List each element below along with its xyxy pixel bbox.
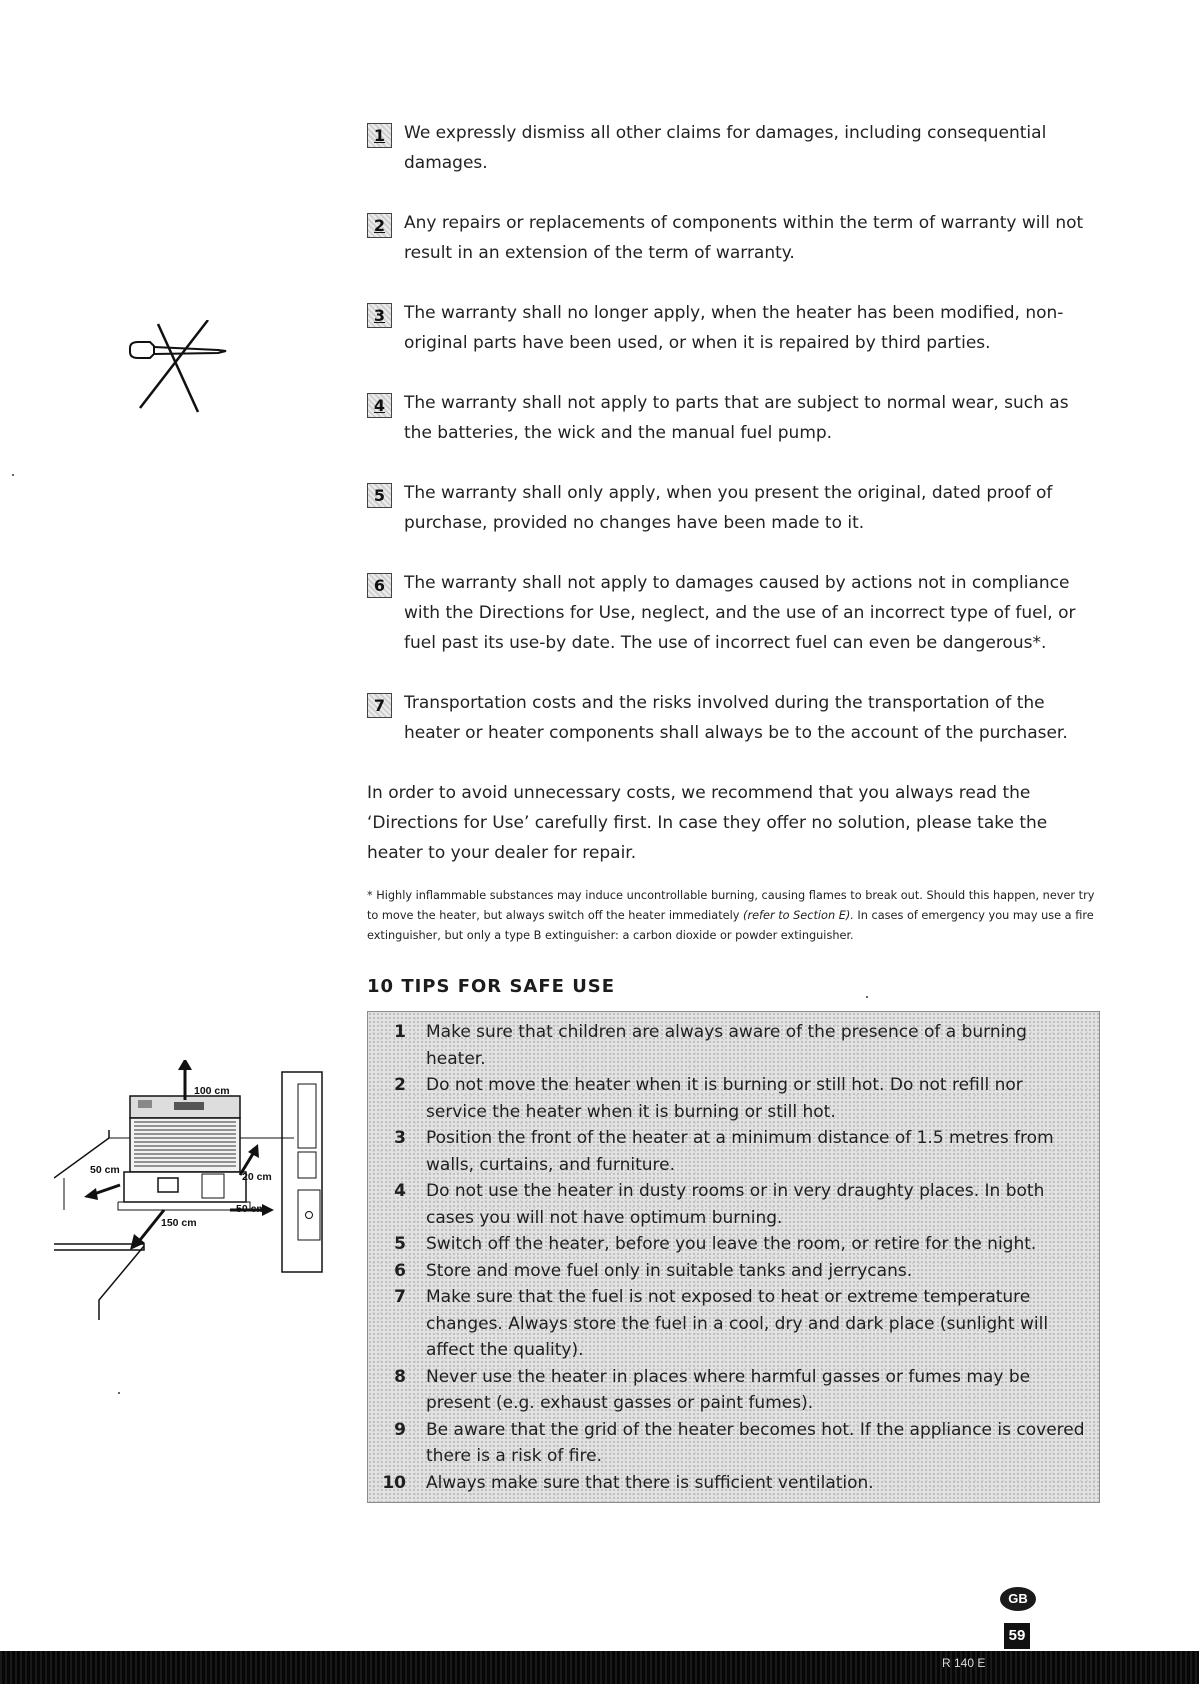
footnote-section-reference: (refer to Section E). xyxy=(743,909,854,922)
warranty-item-3 xyxy=(367,298,1100,358)
clearance-left-label: 50 cm xyxy=(90,1164,120,1176)
tip-number: 1 xyxy=(394,1022,406,1042)
clearance-right-label: 20 cm xyxy=(242,1171,272,1183)
tip-number: 6 xyxy=(394,1260,406,1281)
tip-number: 7 xyxy=(394,1287,406,1307)
tip-number: 2 xyxy=(394,1075,406,1095)
tip-item xyxy=(372,1019,1089,1072)
tip-item xyxy=(372,1178,1089,1231)
clearance-top-label: 100 cm xyxy=(194,1085,230,1097)
clearance-front-label: 150 cm xyxy=(161,1217,197,1229)
warranty-text: Any repairs or replacements of components within the term of warranty will not result in an extension of the term of warranty. xyxy=(404,213,1084,263)
page-number: 59 xyxy=(1004,1623,1030,1649)
item-number-box: 3 xyxy=(367,303,392,328)
tip-item xyxy=(372,1258,1089,1285)
tip-item xyxy=(372,1470,1089,1497)
tip-item xyxy=(372,1231,1089,1258)
footnote xyxy=(367,886,1100,946)
warranty-text: We expressly dismiss all other claims for damages, including consequential damages. xyxy=(404,123,1047,173)
tip-number: 10 xyxy=(382,1472,406,1493)
tip-text: Do not move the heater when it is burning or still hot. Do not refill nor service the heater when it is burning or still hot. xyxy=(426,1075,1023,1122)
warranty-item-4 xyxy=(367,388,1100,448)
warranty-item-7 xyxy=(367,688,1100,748)
warranty-item-5 xyxy=(367,478,1100,538)
item-number-box: 5 xyxy=(367,483,392,508)
tip-text: Switch off the heater, before you leave the room, or retire for the night. xyxy=(426,1234,1037,1254)
tips-heading: 10 TIPS FOR SAFE USE xyxy=(367,976,616,997)
tip-text: Make sure that children are always aware of the presence of a burning heater. xyxy=(426,1022,1027,1069)
tip-item xyxy=(372,1284,1089,1364)
tip-text: Never use the heater in places where harmful gasses or fumes may be present (e.g. exhaust gasses or paint fumes). xyxy=(426,1366,1031,1413)
scan-speck xyxy=(12,474,14,476)
warranty-item-2 xyxy=(367,208,1100,268)
item-number-box: 7 xyxy=(367,693,392,718)
main-content xyxy=(367,118,1100,1503)
scan-speck xyxy=(118,1392,120,1394)
warranty-item-1 xyxy=(367,118,1100,178)
item-number-box: 2 xyxy=(367,213,392,238)
tip-text: Position the front of the heater at a minimum distance of 1.5 metres from walls, curtains, and furniture. xyxy=(426,1128,1054,1175)
tip-text: Be aware that the grid of the heater becomes hot. If the appliance is covered there is a risk of fire. xyxy=(426,1419,1085,1466)
item-number-box: 4 xyxy=(367,393,392,418)
footnote-text-start: * Highly inflammable substances may induce uncontrollable burning, causing flames to break out. Should this happen, never try to move the heater, but always switch off the heater immediately xyxy=(367,889,1095,922)
warranty-text: The warranty shall only apply, when you present the original, dated proof of purchase, provided no changes have been made to it. xyxy=(404,483,1053,533)
tip-number: 4 xyxy=(394,1181,406,1201)
tip-text: Store and move fuel only in suitable tanks and jerrycans. xyxy=(426,1260,913,1281)
tip-item xyxy=(372,1072,1089,1125)
item-number-box: 6 xyxy=(367,573,392,598)
tip-text: Make sure that the fuel is not exposed to heat or extreme temperature changes. Always store the fuel in a cool, dry and dark place (sunlight will affect the quality). xyxy=(426,1287,1049,1360)
clearance-front-right-label: 50 cm xyxy=(236,1203,266,1215)
tip-item xyxy=(372,1364,1089,1417)
tip-text: Do not use the heater in dusty rooms or in very draughty places. In both cases you will not have optimum burning. xyxy=(426,1181,1045,1228)
tip-item xyxy=(372,1125,1089,1178)
tip-number: 8 xyxy=(394,1366,406,1387)
safety-tips-box xyxy=(367,1011,1100,1503)
warranty-item-6 xyxy=(367,568,1100,658)
tip-text: Always make sure that there is sufficient ventilation. xyxy=(426,1472,874,1493)
scan-speck xyxy=(866,996,868,998)
tip-number: 9 xyxy=(394,1419,406,1440)
heater-clearance-diagram xyxy=(54,1060,360,1347)
no-screwdriver-icon xyxy=(128,320,238,415)
item-number-box: 1 xyxy=(367,123,392,148)
warranty-text: The warranty shall no longer apply, when the heater has been modified, non-original parts have been used, or when it is repaired by third parties. xyxy=(404,303,1064,353)
tip-number: 3 xyxy=(394,1128,406,1148)
repair-recommendation: In order to avoid unnecessary costs, we recommend that you always read the ‘Directions for Use’ carefully first. In case they offer no solution, please take the heater to your dealer for repair. xyxy=(367,783,1048,863)
tip-item xyxy=(372,1417,1089,1470)
warranty-text: Transportation costs and the risks involved during the transportation of the heater or heater components shall always be to the account of the purchaser. xyxy=(404,693,1068,743)
language-badge: GB xyxy=(1000,1587,1036,1611)
warranty-text: The warranty shall not apply to damages caused by actions not in compliance with the Directions for Use, neglect, and the use of an incorrect type of fuel, or fuel past its use-by date. The use of incorrect fuel can even be dangerous*. xyxy=(404,573,1076,653)
tip-number: 5 xyxy=(394,1234,406,1254)
footnote-text-end: In cases of emergency you may use a fire extinguisher, but only a type B extinguisher: a carbon dioxide or powder extinguisher. xyxy=(367,909,1094,942)
footer-bar xyxy=(0,1651,1199,1684)
model-code: R 140 E xyxy=(942,1656,986,1670)
warranty-list xyxy=(367,118,1100,748)
warranty-text: The warranty shall not apply to parts that are subject to normal wear, such as the batteries, the wick and the manual fuel pump. xyxy=(404,393,1069,443)
